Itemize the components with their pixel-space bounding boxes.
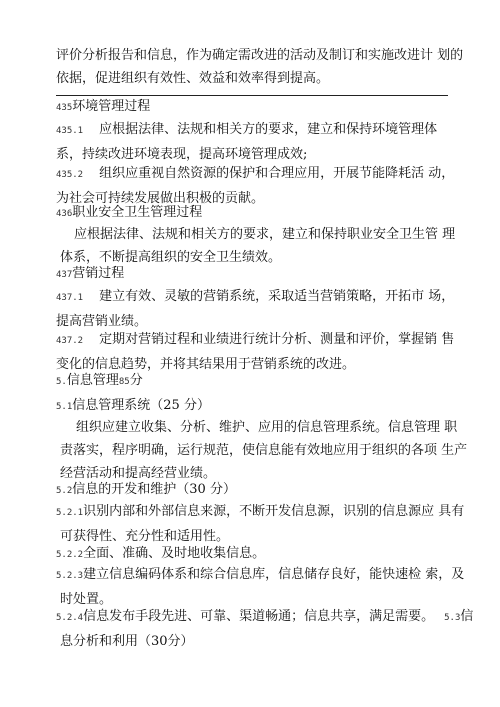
text-line bbox=[56, 328, 455, 353]
text-line: 评价分析报告和信息，作为确定需改进的活动及制订和实施改进计 划的 bbox=[56, 48, 464, 63]
clause-number: 437.1 bbox=[56, 293, 84, 303]
intro-paragraph bbox=[56, 44, 464, 90]
section-number: 5. bbox=[56, 377, 67, 387]
section-title: 信息管理系统（25 分） bbox=[72, 398, 210, 413]
clause-435-1 bbox=[56, 118, 448, 166]
text-line: 变化的信息趋势，并将其结果用于营销系统的改进。 bbox=[56, 357, 356, 372]
clause-number: 437.2 bbox=[56, 336, 84, 346]
section-number: 5.1 bbox=[56, 402, 73, 412]
text-line bbox=[56, 563, 465, 588]
clause-number: 5.2.3 bbox=[56, 571, 84, 581]
section-5-1-text bbox=[60, 416, 468, 485]
clause-5-2-1 bbox=[56, 500, 465, 548]
clause-text: 应根据法律、法规和相关方的要求，建立和保持环境管理体 bbox=[99, 122, 438, 137]
clause-number: 435.1 bbox=[56, 126, 84, 136]
text-line: 责落实，程序明确，运行规范，使信息能有效地应用于组织的各项 生产 bbox=[60, 443, 468, 458]
section-number: 437 bbox=[56, 270, 73, 280]
clause-5-2-3 bbox=[56, 563, 465, 611]
text-line: 经营活动和提高经营业绩。 bbox=[60, 466, 217, 481]
text-line: 提高营销业绩。 bbox=[56, 314, 148, 329]
clause-text: 识别内部和外部信息来源，不断开发信息源，识别的信息源应 具有 bbox=[83, 504, 465, 519]
clause-number: 5.2.4 bbox=[56, 613, 84, 623]
text-line bbox=[56, 162, 455, 187]
section-score: （30 分） bbox=[176, 482, 236, 497]
text-line: 应根据法律、法规和相关方的要求，建立和保持职业安全卫生管 理 bbox=[74, 227, 456, 242]
clause-text: 建立信息编码体系和综合信息库，信息储存良好，能快速检 索，及 bbox=[83, 567, 465, 582]
text-line: 组织应建立收集、分析、维护、应用的信息管理系统。信息管理 职 bbox=[76, 420, 458, 435]
section-title: 信 bbox=[460, 609, 474, 624]
section-title: 信息管理 bbox=[66, 373, 119, 388]
section-number: 435 bbox=[56, 103, 73, 113]
text-line bbox=[56, 285, 455, 310]
clause-text: 定期对营销过程和业绩进行统计分析、测量和评价，掌握销 售 bbox=[99, 332, 455, 347]
clause-437-1 bbox=[56, 285, 455, 333]
clause-number: 5.2.1 bbox=[56, 508, 84, 518]
section-heading-435 bbox=[56, 97, 150, 118]
clause-5-2-4 bbox=[56, 605, 474, 653]
text-line: 可获得性、充分性和适用性。 bbox=[60, 529, 230, 544]
text-line: 系，持续改进环境表现，提高环境管理成效; bbox=[56, 147, 308, 162]
section-436-text bbox=[60, 223, 456, 269]
text-line: 体系，不断提高组织的安全卫生绩效。 bbox=[60, 250, 282, 265]
text-line: 时处置。 bbox=[60, 592, 113, 607]
section-title: 环境管理过程 bbox=[72, 99, 151, 114]
section-heading-436 bbox=[56, 203, 202, 224]
text-line bbox=[56, 500, 465, 525]
section-heading-5 bbox=[56, 371, 143, 392]
horizontal-rule bbox=[56, 95, 448, 96]
section-number: 5.3 bbox=[444, 613, 461, 623]
text-line bbox=[56, 118, 448, 143]
text-line: 为社会可持续发展做出积极的贡献。 bbox=[56, 191, 265, 206]
text-line bbox=[56, 605, 474, 630]
clause-437-2 bbox=[56, 328, 455, 376]
section-score-unit: 分 bbox=[129, 373, 143, 388]
clause-text: 组织应重视自然资源的保护和合理应用，开展节能降耗活 动， bbox=[99, 166, 455, 181]
section-heading-5-1 bbox=[56, 396, 210, 417]
clause-number: 5.2.2 bbox=[56, 550, 84, 560]
section-number: 5.2 bbox=[56, 486, 73, 496]
section-number: 436 bbox=[56, 209, 73, 219]
section-heading-5-2 bbox=[56, 480, 236, 501]
clause-text: 信息发布手段先进、可靠、渠道畅通；信息共享，满足需要。 bbox=[83, 609, 435, 624]
clause-text: 全面、准确、及时地收集信息。 bbox=[83, 546, 266, 561]
section-score: 85 bbox=[118, 377, 130, 387]
section-title: 息分析和利用（30分） bbox=[60, 634, 194, 649]
clause-text: 建立有效、灵敏的营销系统，采取适当营销策略，开拓市 场， bbox=[99, 289, 455, 304]
clause-number: 435.2 bbox=[56, 170, 84, 180]
section-heading-437 bbox=[56, 264, 124, 285]
section-title: 信息的开发和维护 bbox=[72, 482, 177, 497]
text-line: 依据，促进组织有效性、效益和效率得到提高。 bbox=[56, 71, 330, 86]
section-title: 营销过程 bbox=[72, 266, 125, 281]
section-title: 职业安全卫生管理过程 bbox=[72, 205, 203, 220]
